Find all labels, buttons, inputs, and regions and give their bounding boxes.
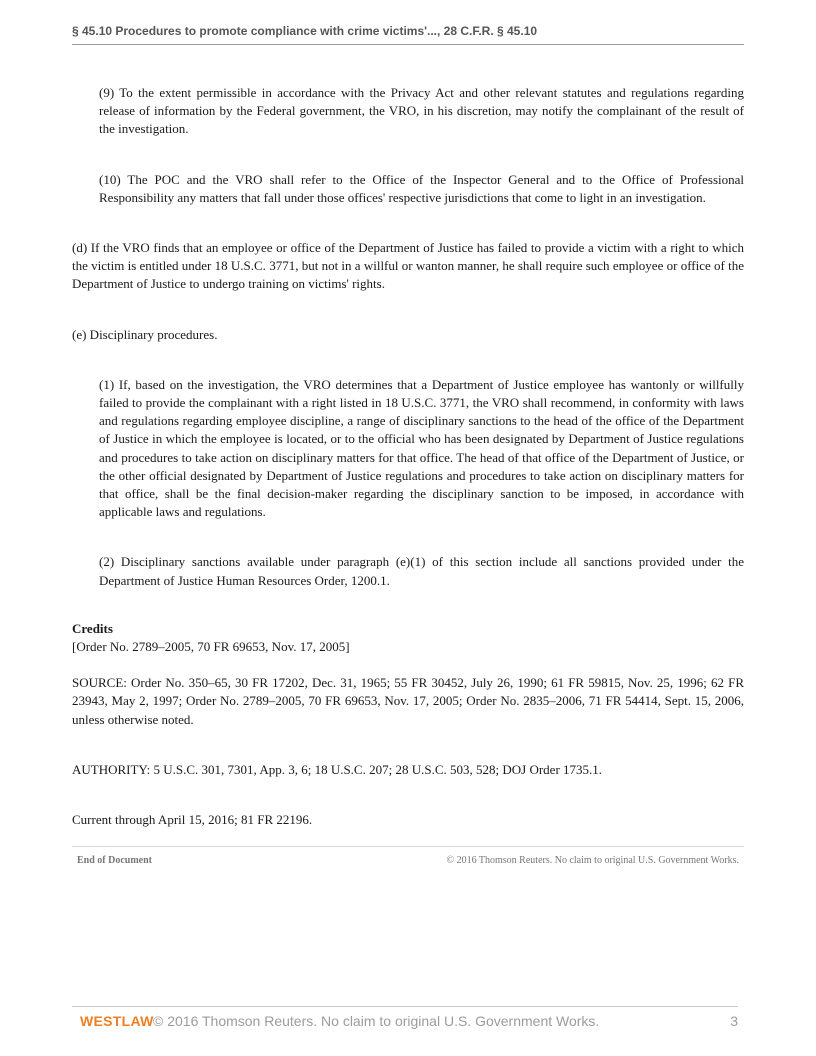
credits-order: [Order No. 2789–2005, 70 FR 69653, Nov. 17, 2005]	[72, 639, 350, 655]
paragraph-c10: (10) The POC and the VRO shall refer to the Office of the Inspector General and to the Office of Professional Responsibility any matters that fall under those offices' respective jurisdictions that come to light in an investigation.	[99, 171, 744, 205]
document-body	[72, 84, 744, 829]
paragraph-e-heading: (e) Disciplinary procedures.	[72, 326, 218, 342]
document-header: § 45.10 Procedures to promote compliance with crime victims'..., 28 C.F.R. § 45.10	[72, 24, 744, 45]
page-footer	[72, 1006, 738, 1033]
end-of-document-notice: © 2016 Thomson Reuters. No claim to original U.S. Government Works.	[446, 855, 739, 866]
westlaw-logo: WESTLAW	[80, 1013, 154, 1029]
credits-source: SOURCE: Order No. 350–65, 30 FR 17202, Dec. 31, 1965; 55 FR 30452, July 26, 1990; 61 FR 59815, Nov. 25, 1996; 62 FR 23943, May 2, 1997; Order No. 2789–2005, 70 FR 69653, Nov. 17, 2005; Order No. 2835–2006, 71 FR 54414, Sept. 15, 2006, unless otherwise noted.	[72, 675, 744, 727]
credits-heading: Credits	[72, 620, 113, 636]
paragraph-e1: (1) If, based on the investigation, the VRO determines that a Department of Justice employee has wantonly or willfully failed to provide the complainant with a right listed in 18 U.S.C. 3771, the VRO shall recommend, in conformity with laws and regulations regarding employee discipline, a range of disciplinary sanctions to the head of the office of the Department of Justice in which the employee is located, or to the official who has been designated by Department of Justice regulations and procedures to take action on disciplinary matters for that office. The head of that office of the Department of Justice, or the other official designated by Department of Justice regulations and procedures to take action on disciplinary matters for that office, shall be the final decision-maker regarding the disciplinary sanction to be imposed, in accordance with applicable laws and regulations.	[99, 376, 744, 520]
paragraph-c9: (9) To the extent permissible in accordance with the Privacy Act and other relevant statutes and regulations regarding release of information by the Federal government, the VRO, in his discretion, may notify the complainant of the result of the investigation.	[99, 85, 744, 137]
paragraph-d: (d) If the VRO finds that an employee or office of the Department of Justice has failed to provide a victim with a right to which the victim is entitled under 18 U.S.C. 3771, but not in a willful or wanton manner, he shall require such employee or office of the Department of Justice to undergo training on victims' rights.	[72, 240, 744, 292]
end-of-document-bar	[72, 846, 744, 866]
page-number: 3	[730, 1013, 738, 1029]
credits-authority: AUTHORITY: 5 U.S.C. 301, 7301, App. 3, 6; 18 U.S.C. 207; 28 U.S.C. 503, 528; DOJ Order 1735.1.	[72, 761, 603, 777]
footer-copyright: © 2016 Thomson Reuters. No claim to original U.S. Government Works.	[153, 1013, 600, 1029]
end-of-document-label: End of Document	[77, 855, 153, 866]
credits-current: Current through April 15, 2016; 81 FR 22196.	[72, 812, 313, 828]
paragraph-e2: (2) Disciplinary sanctions available under paragraph (e)(1) of this section include all sanctions provided under the Department of Justice Human Resources Order, 1200.1.	[99, 554, 744, 588]
